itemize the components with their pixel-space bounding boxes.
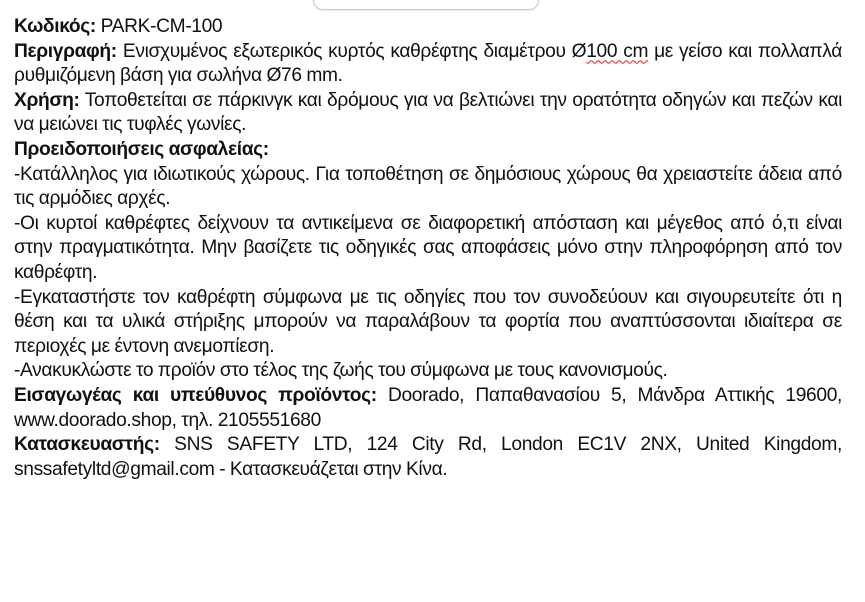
top-edge-tab <box>313 0 539 10</box>
importer-paragraph <box>14 384 842 433</box>
warnings-heading-line <box>14 138 842 163</box>
description-text-before: Ενισχυμένος εξωτερικός κυρτός καθρέφτης διαμέτρου Ø <box>122 40 587 62</box>
usage-paragraph <box>14 89 842 138</box>
code-line <box>14 15 842 40</box>
description-label: Περιγραφή: <box>14 40 117 62</box>
product-label-document <box>14 15 842 482</box>
description-text-after: με γείσο και πολλαπλά ρυθμιζόμενη βάση για σωλήνα Ø76 mm. <box>14 40 842 87</box>
code-label: Κωδικός: <box>14 16 96 37</box>
code-value: PARK-CM-100 <box>100 16 223 37</box>
spellcheck-flagged-word[interactable]: 100 cm <box>586 40 649 62</box>
warning-item: -Εγκαταστήστε τον καθρέφτη σύμφωνα με τις οδηγίες που τον συνοδεύουν και σιγουρευτείτε ότι η θέση και τα υλικά στήριξης μπορούν να παραλάβουν τα φορτία που αναπτύσσονται ιδιαίτερα σε περιοχές με έντονη ανεμοπίεση. <box>14 286 842 357</box>
usage-label: Χρήση: <box>14 89 80 111</box>
manufacturer-label: Κατασκευαστής: <box>14 434 160 456</box>
description-paragraph <box>14 40 842 89</box>
warnings-heading: Προειδοποιήσεις ασφαλείας: <box>14 138 269 160</box>
usage-text: Τοποθετείται σε πάρκινγκ και δρόμους για να βελτιώνει την ορατότητα οδηγών και πεζών και να μειώνει τις τυφλές γωνίες. <box>14 89 842 136</box>
warning-item: -Κατάλληλος για ιδιωτικούς χώρους. Για τοποθέτηση σε δημόσιους χώρους θα χρειαστείτε άδεια από τις αρμόδιες αρχές. <box>14 163 842 210</box>
manufacturer-paragraph <box>14 433 842 482</box>
manufacturer-text: SNS SAFETY LTD, 124 City Rd, London EC1V 2NX, United Kingdom, snssafetyltd@gmail.com - Κατασκευάζεται στην Κίνα. <box>14 434 842 480</box>
importer-text: Doorado, Παπαθανασίου 5, Μάνδρα Αττικής 19600, www.doorado.shop, τηλ. 2105551680 <box>14 384 842 431</box>
importer-label: Εισαγωγέας και υπεύθυνος προϊόντος: <box>14 384 377 406</box>
warning-item: -Ανακυκλώστε το προϊόν στο τέλος της ζωής του σύμφωνα με τους κανονισμούς. <box>14 360 668 382</box>
warning-item: -Οι κυρτοί καθρέφτες δείχνουν τα αντικείμενα σε διαφορετική απόσταση και μέγεθος από ό,τι είναι στην πραγματικότητα. Μην βασίζετε τις οδηγικές σας αποφάσεις μόνο στην πληροφόρηση από τον καθρέφτη. <box>14 212 842 283</box>
